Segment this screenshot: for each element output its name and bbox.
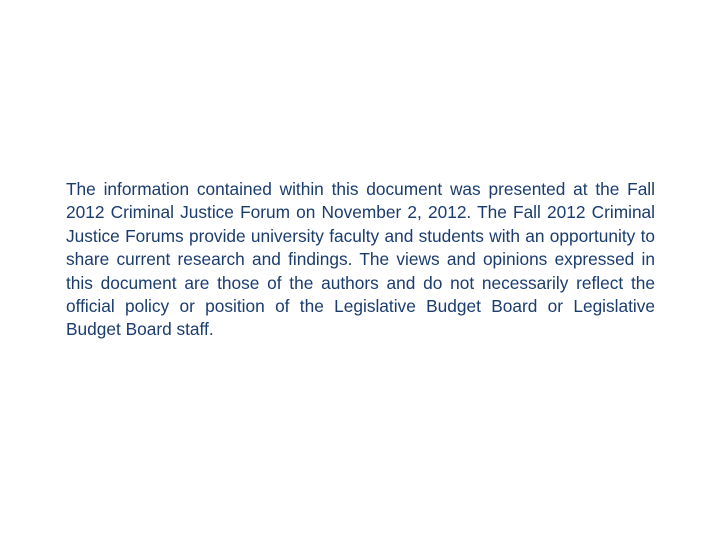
disclaimer-paragraph: The information contained within this document was presented at the Fall 2012 Criminal Justice Forum on November 2, 2012. The Fall 2012 Criminal Justice Forums provide university faculty and students with an opportunity to share current research and findings. The views and opinions expressed in this document are those of the authors and do not necessarily reflect the official policy or position of the Legislative Budget Board or Legislative Budget Board staff.	[66, 179, 655, 340]
